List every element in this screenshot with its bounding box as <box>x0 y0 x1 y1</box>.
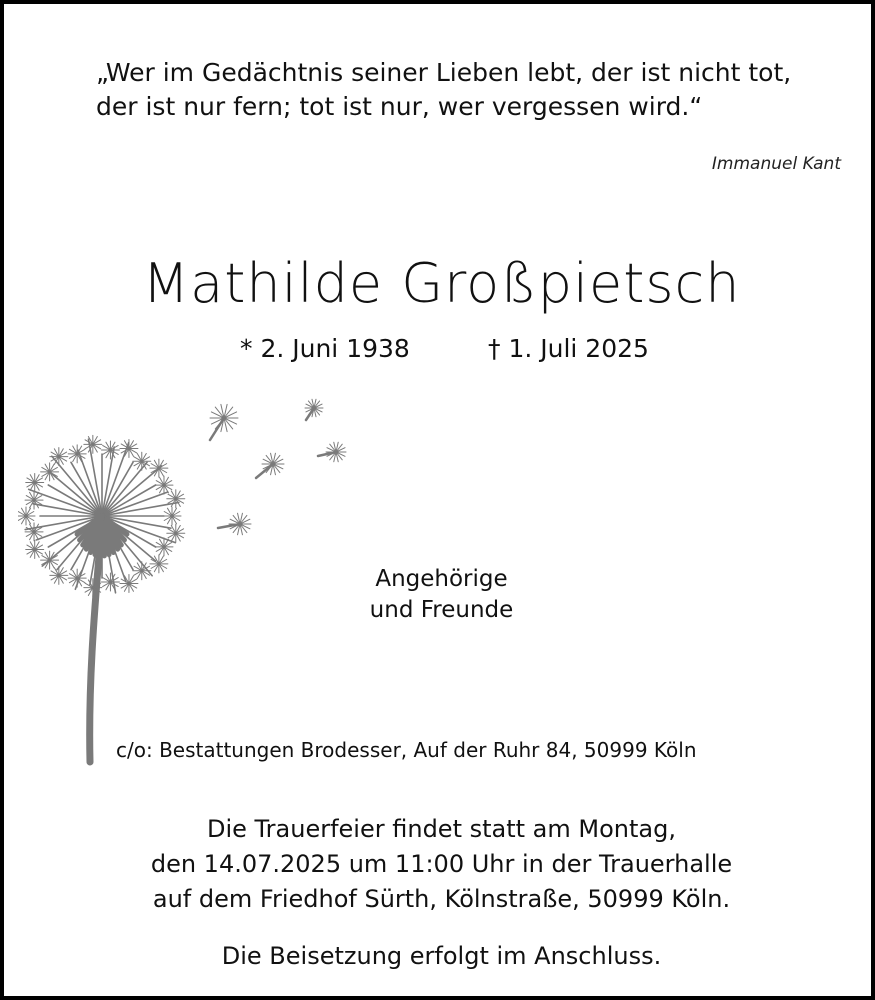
quote <box>96 56 836 124</box>
mourners-line-1: Angehörige <box>375 566 508 592</box>
quote-author: Immanuel Kant <box>711 154 841 174</box>
ceremony-line-3: auf dem Friedhof Sürth, Kölnstraße, 50999 Köln. <box>152 885 731 913</box>
deceased-name: Mathilde Großpietsch <box>142 252 741 315</box>
quote-line-2: der ist nur fern; tot ist nur, wer vergessen wird.“ <box>96 92 703 121</box>
ceremony-line-1: Die Trauerfeier findet statt am Montag, <box>207 815 676 843</box>
mourners <box>294 564 589 626</box>
quote-line-1: „Wer im Gedächtnis seiner Lieben lebt, der ist nicht tot, <box>96 58 792 87</box>
death-date: † 1. Juli 2025 <box>488 334 649 363</box>
mourners-line-2: und Freunde <box>369 597 514 623</box>
ceremony-line-2: den 14.07.2025 um 11:00 Uhr in der Trauerhalle <box>150 850 733 878</box>
birth-date: * 2. Juni 1938 <box>240 334 410 363</box>
contact-address: c/o: Bestattungen Brodesser, Auf der Ruhr 84, 50999 Köln <box>116 738 697 762</box>
burial-info: Die Beisetzung erfolgt im Anschluss. <box>221 942 662 970</box>
ceremony-info <box>4 812 875 917</box>
